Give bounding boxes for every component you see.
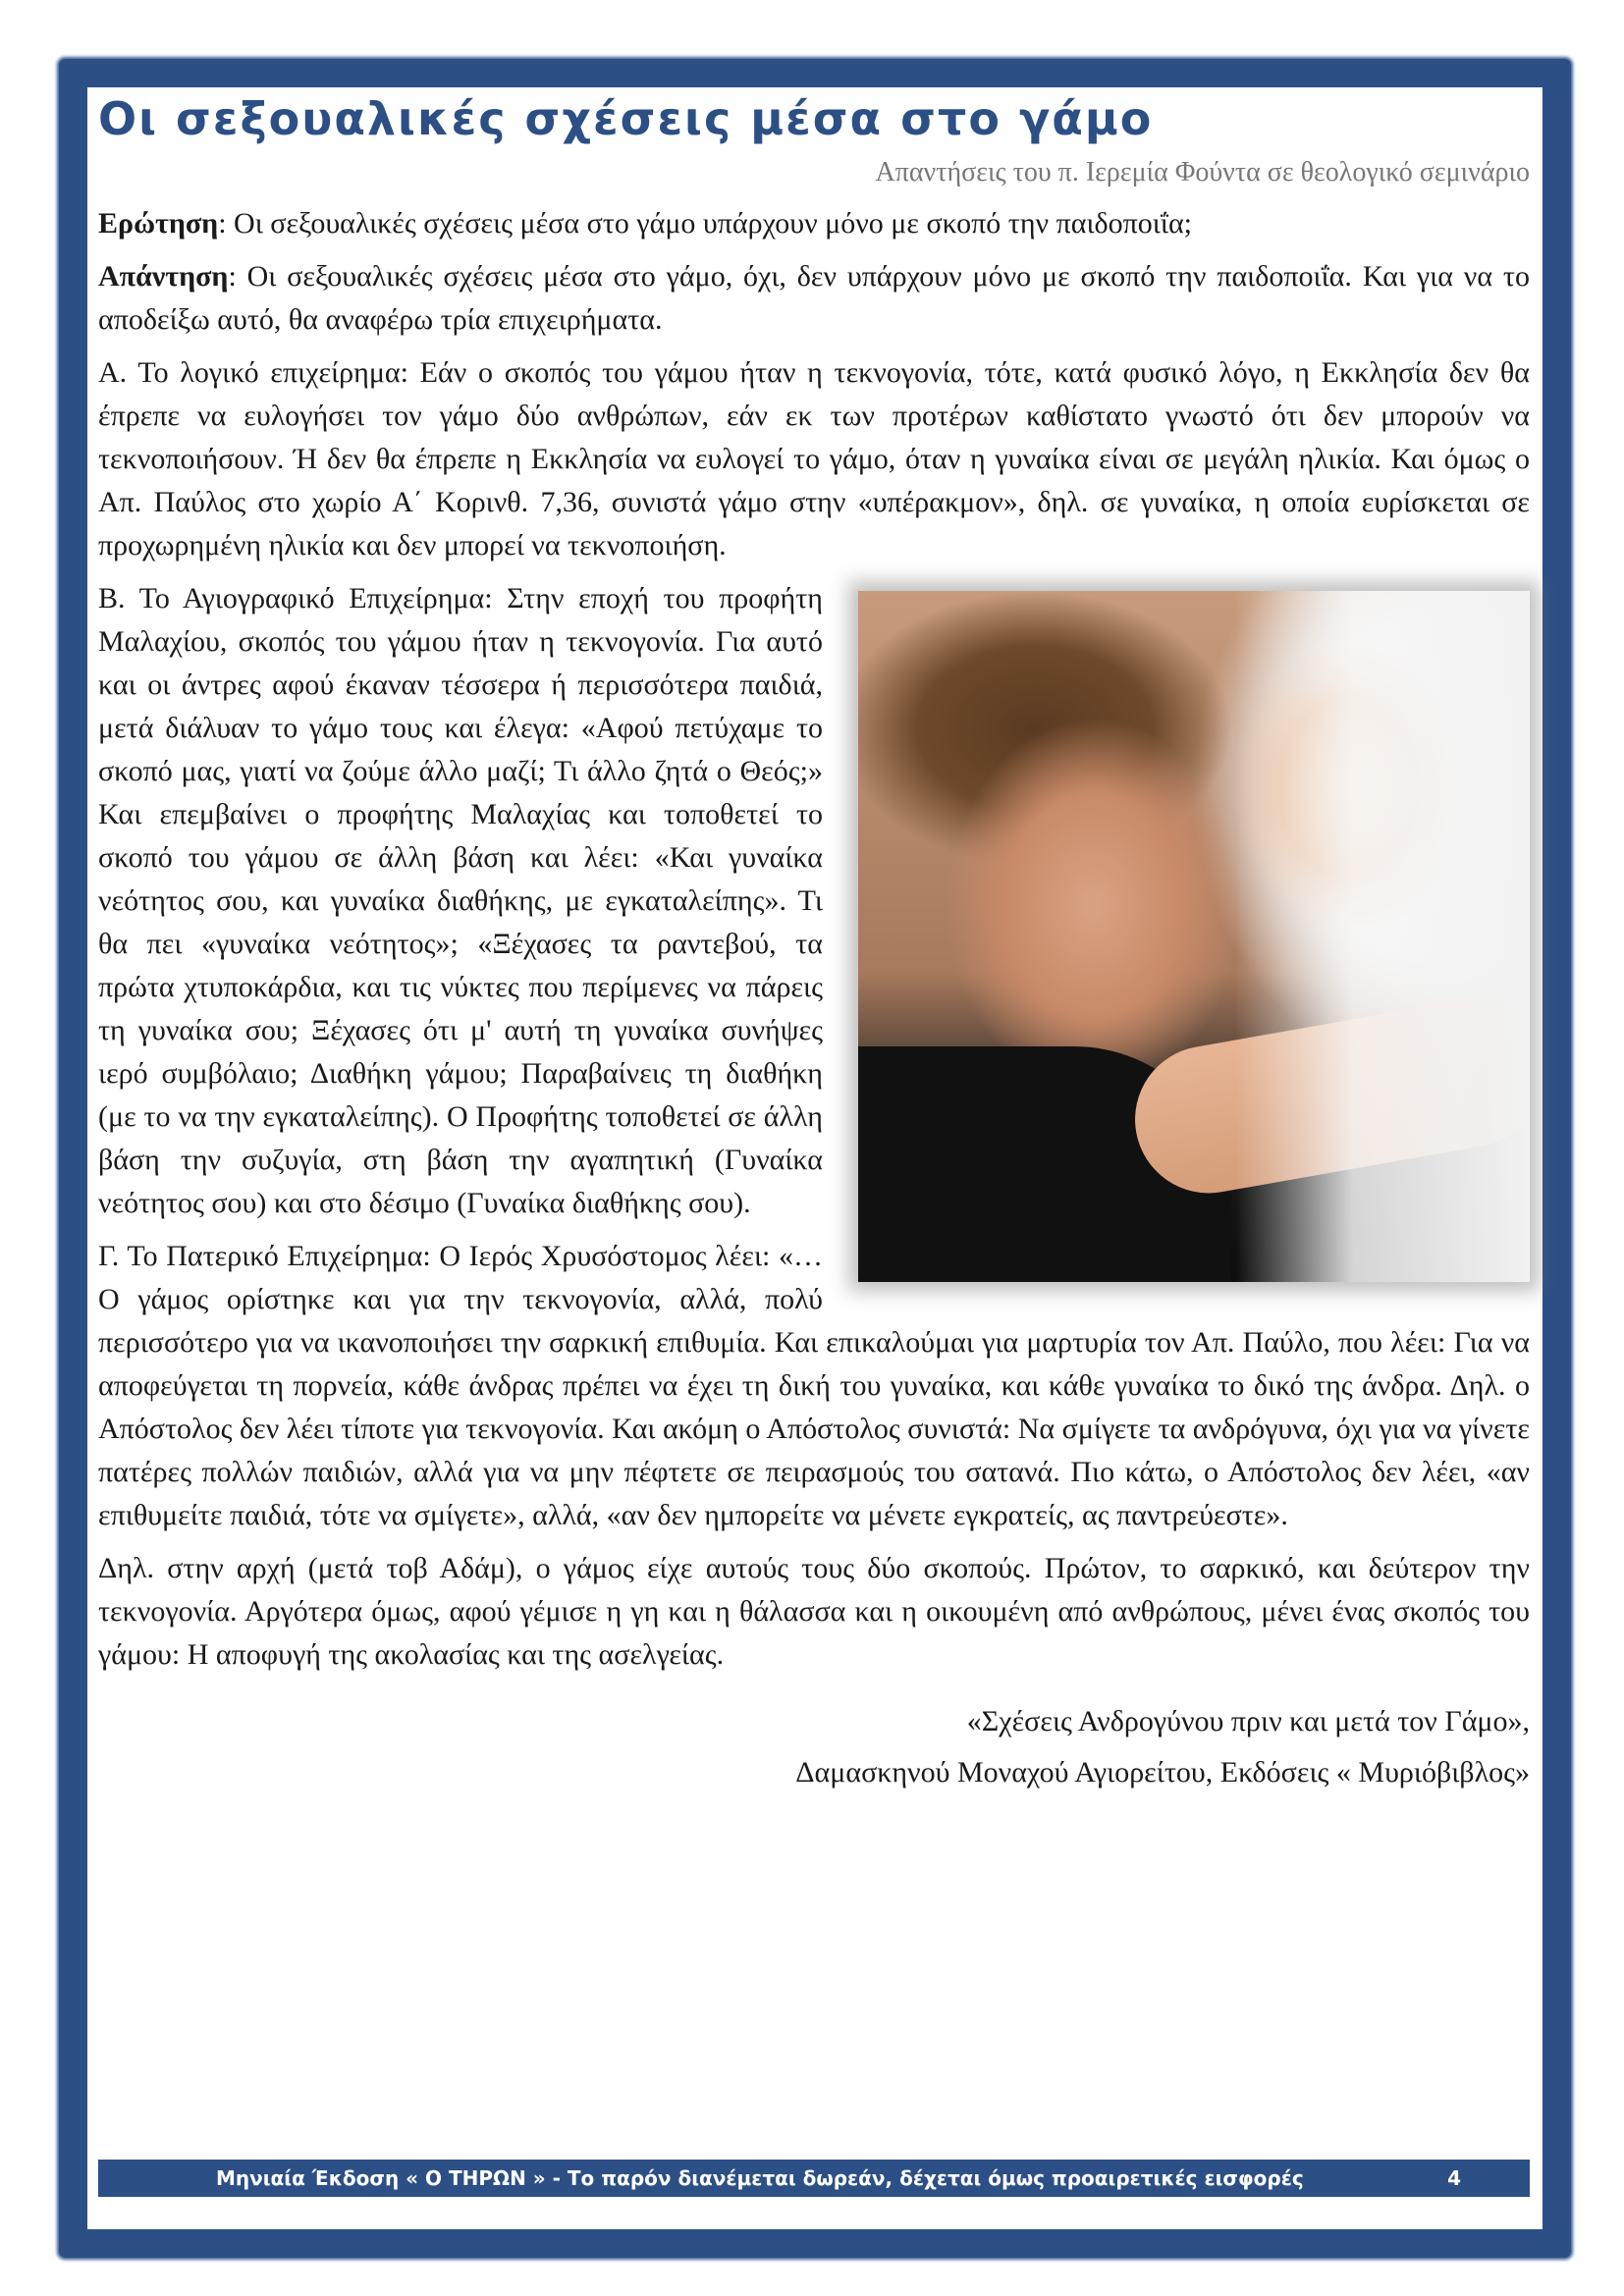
argument-c-paragraph: Γ. Το Πατερικό Επιχείρημα: Ο Ιερός Χρυσόστομος λέει: «… Ο γάμος ορίστηκε και για την τεκνογονία, αλλά, πολύ περισσότερο για να ικανοποιήσει την σαρκική επιθυμία. Και επικαλούμαι για μαρτυρία τον Απ. Παύλο, που λέει: Για να αποφεύγεται τη πορνεία, κάθε άνδρας πρέπει να έχει τη δική του γυναίκα, και κάθε γυναίκα το δικό της άνδρα. Δηλ. ο Απόστολος δεν λέει τίποτε για τεκνογονία. Και ακόμη ο Απόστολος συνιστά: Να σμίγετε τα ανδρόγυνα, όχι για να γίνετε πατέρες πολλών παιδιών, αλλά για να μην πέφτετε σε πειρασμούς του σατανά. Πιο κάτω, ο Απόστολος δεν λέει, «αν επιθυμείτε παιδιά, τότε να σμίγετε», αλλά, «αν δεν ημπορείτε να μένετε εγκρατείς, ας παντρεύεστε». [98,1240,1530,1531]
argument-a-paragraph: Α. Το λογικό επιχείρημα: Εάν ο σκοπός του γάμου ήταν η τεκνογονία, τότε, κατά φυσικό λόγο, η Εκκλησία δεν θα έπρεπε να ευλογήσει τον γάμο δύο ανθρώπων, εάν εκ των προτέρων καθίστατο γνωστό ότι δεν μπορούν να τεκνοποιήσουν. Ή δεν θα έπρεπε η Εκκλησία να ευλογεί το γάμο, όταν η γυναίκα είναι σε μεγάλη ηλικία. Και όμως ο Απ. Παύλος στο χωρίο Α΄ Κορινθ. 7,36, συνιστά γάμο στην «υπέρακμον», δηλ. σε γυναίκα, η οποία ευρίσκεται σε προχωρημένη ηλικία και δεν μπορεί να τεκνοποιήση. [98,356,1530,561]
source-citation [98,1700,1530,1794]
photo-veil-shape [1235,591,1530,1282]
question-paragraph [98,202,1530,245]
argument-b-paragraph: Β. Το Αγιογραφικό Επιχείρημα: Στην εποχή του προφήτη Μαλαχίου, σκοπός του γάμου ήταν η τεκνογονία. Για αυτό και οι άντρες αφού έκαναν τέσσερα ή περισσότερα παιδιά, μετά διάλυαν το γάμο τους και έλεγα: «Αφού πετύχαμε το σκοπό μας, γιατί να ζούμε άλλο μαζί; Τι άλλο ζητά ο Θεός;» Και επεμβαίνει ο προφήτης Μαλαχίας και τοποθετεί το σκοπό του γάμου σε άλλη βάση και λέει: «Και γυναίκα νεότητος σου, και γυναίκα διαθήκης, με εγκαταλείπης». Τι θα πει «γυναίκα νεότητος»; «Ξέχασες τα ραντεβού, τα πρώτα χτυποκάρδια, και τις νύκτες που περίμενες να πάρεις τη γυναίκα σου; Ξέχασες ότι μ' αυτή τη γυναίκα συνήψες ιερό συμβόλαιο; Διαθήκη γάμου; Παραβαίνεις τη διαθήκη (με το να την εγκαταλείπης). Ο Προφήτης τοποθετεί σε άλλη βάση την συζυγία, στη βάση την αγαπητική (Γυναίκα νεότητος σου) και στο δέσιμο (Γυναίκα διαθήκης σου). [98,582,823,1219]
article-title: Οι σεξουαλικές σχέσεις μέσα στο γάμο [98,92,1154,145]
source-title: «Σχέσεις Ανδρογύνου πριν και μετά τον Γάμο», [966,1705,1530,1737]
article-subtitle: Απαντήσεις του π. Ιερεμία Φούντα σε θεολογικό σεμινάριο [875,157,1530,187]
wedding-couple-photo [858,591,1530,1282]
question-label: Ερώτηση [98,207,219,240]
question-text: : Οι σεξουαλικές σχέσεις μέσα στο γάμο υπάρχουν μόνο με σκοπό την παιδοποιΐα; [218,207,1192,240]
article [98,90,1530,1802]
answer-paragraph [98,255,1530,342]
page-number: 4 [1447,2166,1461,2190]
footer-text: Μηνιαία Έκδοση « Ο ΤΗΡΩΝ » - Το παρόν διανέμεται δωρεάν, δέχεται όμως προαιρετικές εισφορές [216,2166,1304,2190]
answer-text: : Οι σεξουαλικές σχέσεις μέσα στο γάμο, όχι, δεν υπάρχουν μόνο με σκοπό την παιδοποιΐα. Και για να το αποδείξω αυτό, θα αναφέρω τρία επιχειρήματα. [98,260,1530,336]
footer-bar [98,2160,1530,2197]
answer-label: Απάντηση [98,260,229,293]
source-publisher: Δαμασκηνού Μοναχού Αγιορείτου, Εκδόσεις « Μυριόβιβλος» [795,1756,1530,1789]
conclusion-paragraph: Δηλ. στην αρχή (μετά τοβ Αδάμ), ο γάμος είχε αυτούς τους δύο σκοπούς. Πρώτον, το σαρκικό, και δεύτερον την τεκνογονία. Αργότερα όμως, αφού γέμισε η γη και η θάλασσα και η οικουμένη από ανθρώπους, μένει ένας σκοπός του γάμου: Η αποφυγή της ακολασίας και της ασελγείας. [98,1552,1530,1671]
